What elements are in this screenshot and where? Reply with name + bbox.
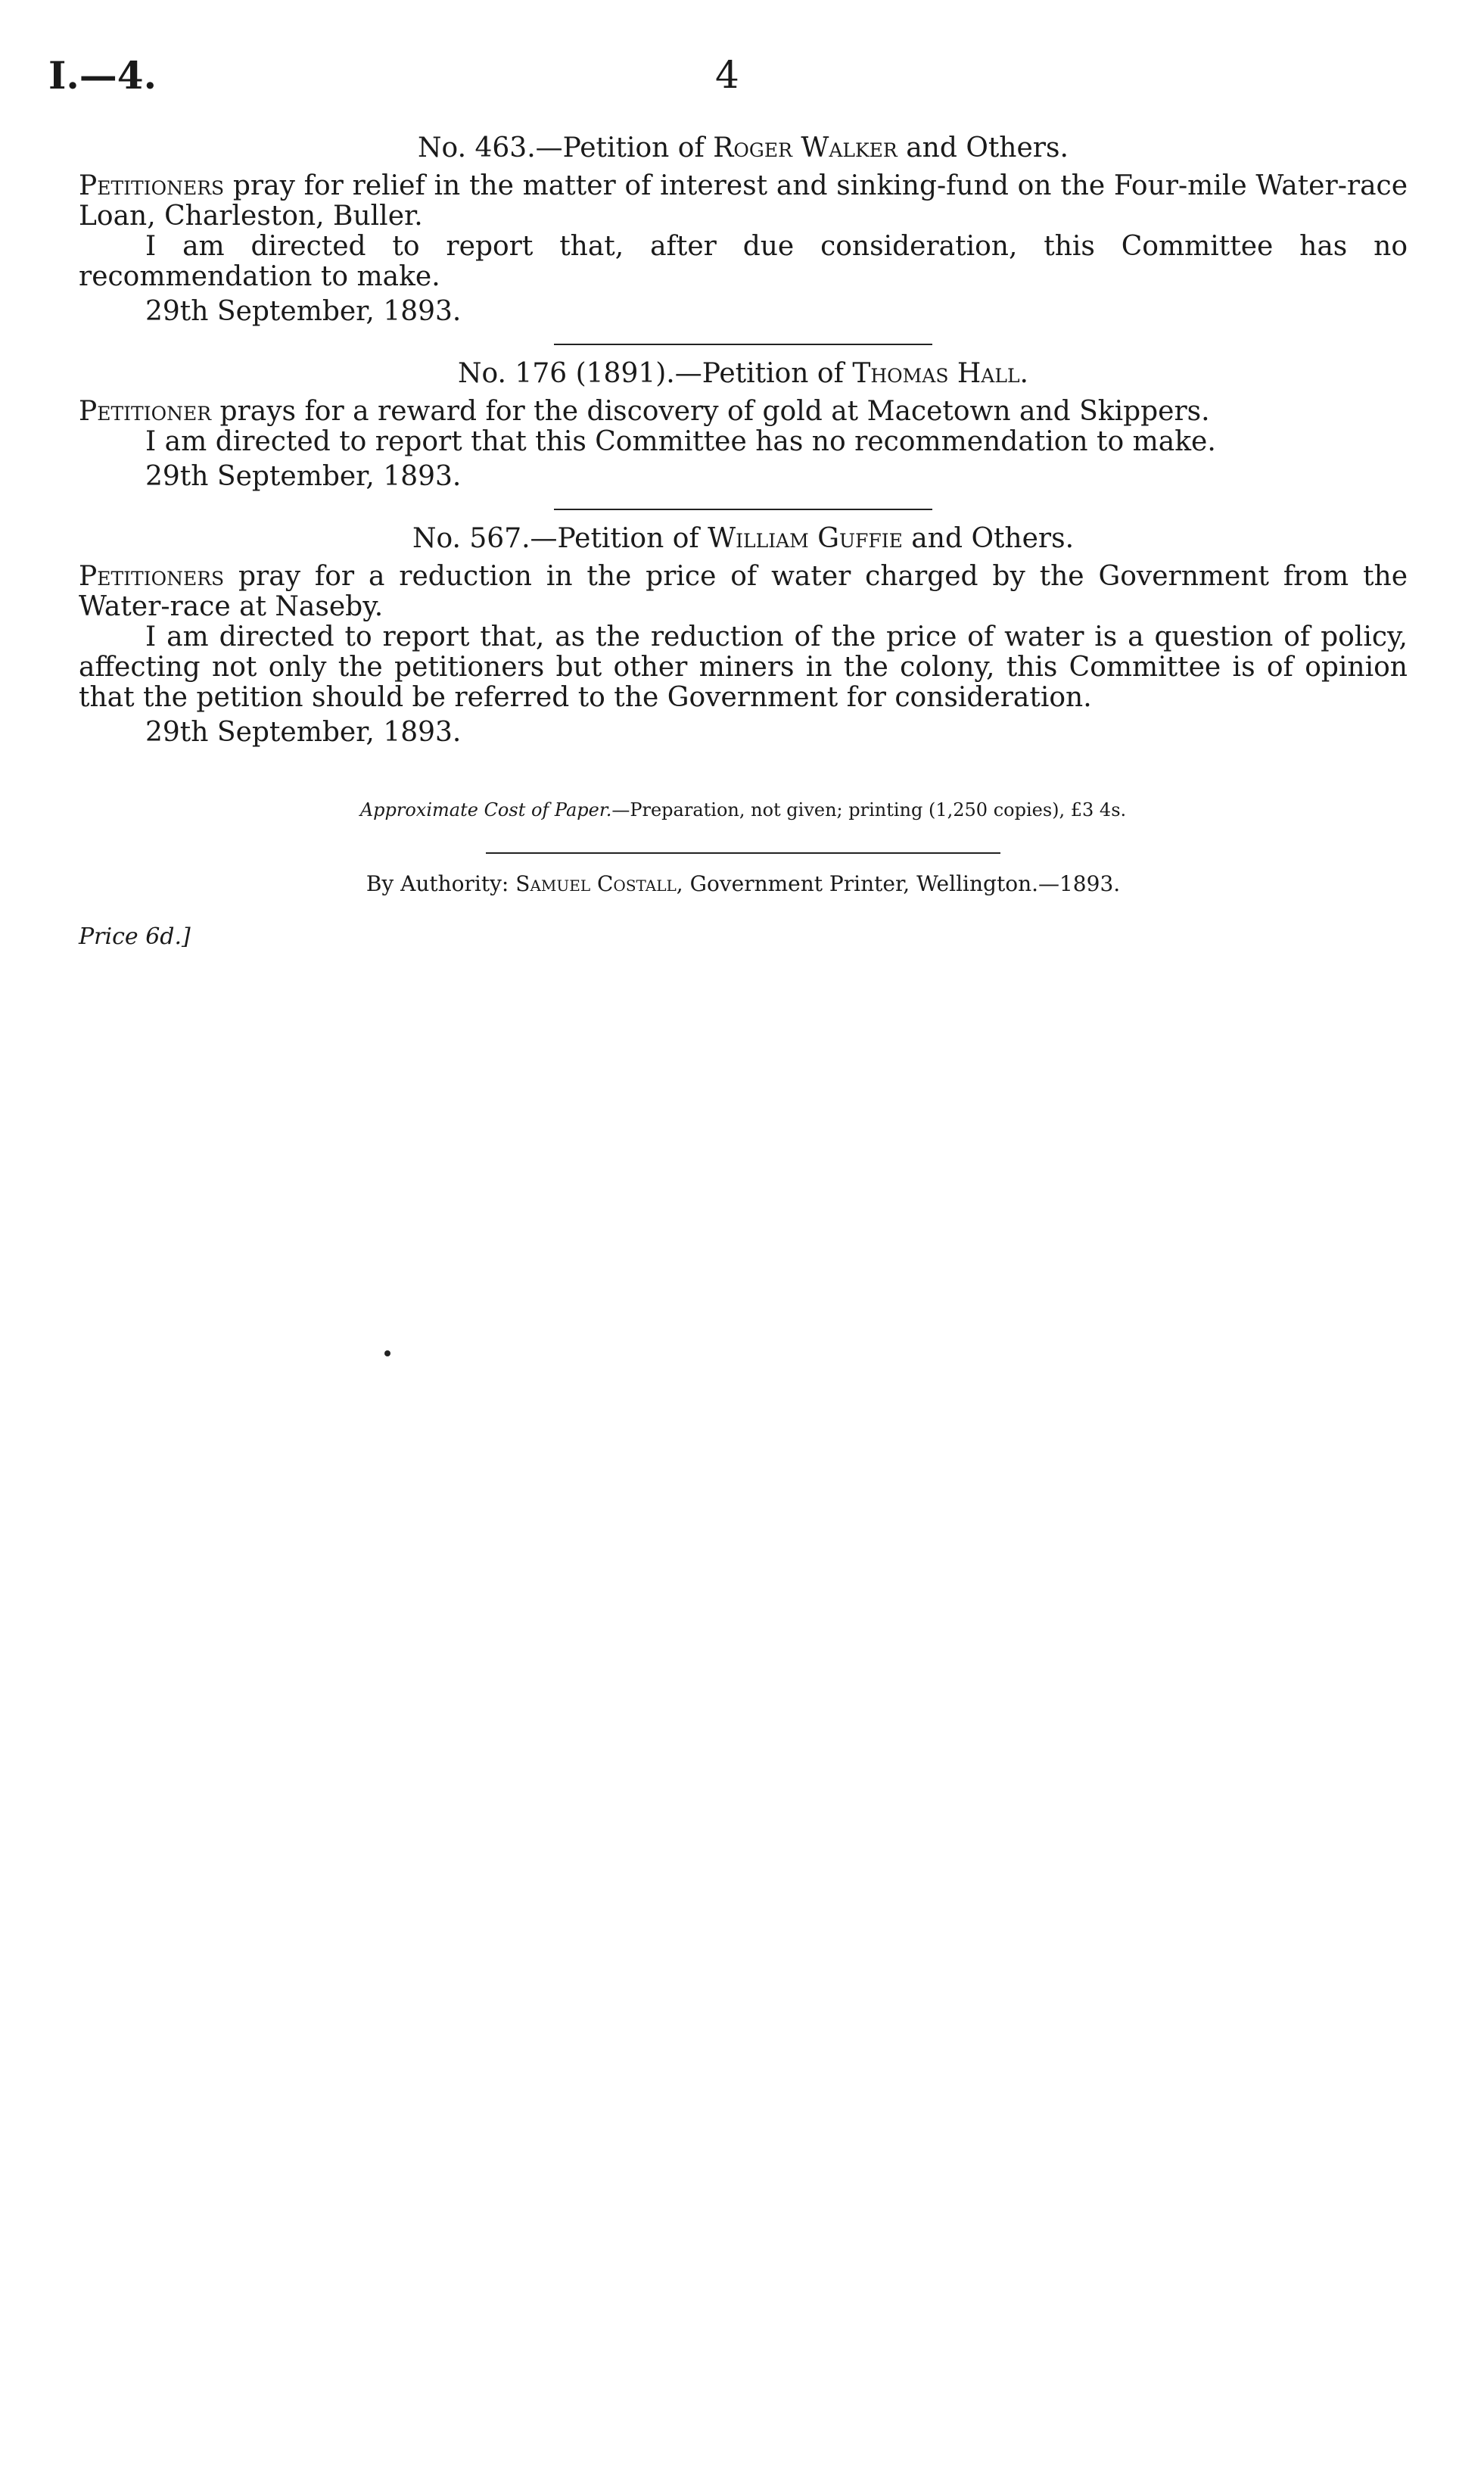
page-content — [79, 129, 1408, 952]
petition-title: No. 463.—Petition of Roger Walker and Others. — [418, 132, 1069, 163]
petitioner-name: Roger Walker — [713, 132, 898, 163]
page-header — [0, 53, 1484, 114]
petition-title: No. 567.—Petition of William Guffie and Others. — [412, 523, 1075, 554]
footer-divider — [486, 852, 1000, 854]
committee-report: I am directed to report that this Committee has no recommendation to make. — [145, 426, 1216, 457]
section-divider — [554, 344, 932, 345]
petitioner-name: William Guffie — [708, 523, 903, 554]
petition-entry — [79, 524, 1408, 748]
cost-label: Approximate Cost of Paper. — [359, 799, 612, 821]
printer-name: Samuel Costall — [515, 871, 677, 896]
petition-entry — [79, 359, 1408, 492]
committee-report: I am directed to report that, as the reduction of the price of water is a question of policy, affecting not only the petitioners but other miners in the colony, this Committee is of opinion that the petition should be referred to the Government for consideration. — [79, 621, 1408, 713]
report-date: 29th September, 1893. — [145, 296, 462, 327]
petition-lead-word: Petitioner — [79, 396, 212, 427]
petition-title: No. 176 (1891).—Petition of Thomas Hall. — [458, 358, 1028, 389]
ink-speck — [384, 1350, 390, 1356]
price-note: Price 6d.] — [79, 923, 191, 950]
petition-prayer: Petitioner prays for a reward for the discovery of gold at Macetown and Skippers. — [79, 396, 1210, 427]
section-divider — [554, 509, 932, 510]
petition-entry — [79, 133, 1408, 327]
committee-report: I am directed to report that, after due consideration, this Committee has no recommendation to make. — [79, 231, 1408, 292]
petitioner-name: Thomas Hall — [852, 358, 1020, 389]
cost-of-paper-note — [79, 795, 1408, 825]
printer-authority: By Authority: Samuel Costall, Government Printer, Wellington.—1893. — [366, 871, 1121, 896]
petition-prayer: Petitioners pray for a reduction in the price of water charged by the Government from the Water-race at Naseby. — [79, 561, 1408, 622]
report-date: 29th September, 1893. — [145, 717, 462, 748]
report-date: 29th September, 1893. — [145, 461, 462, 492]
document-reference: I.—4. — [48, 53, 157, 98]
petition-lead-word: Petitioners — [79, 561, 225, 592]
petition-prayer: Petitioners pray for relief in the matter of interest and sinking-fund on the Four-mile Water-race Loan, Charleston, Buller. — [79, 170, 1408, 232]
cost-text: —Preparation, not given; printing (1,250 copies), £3 4s. — [611, 799, 1127, 821]
page-number: 4 — [715, 53, 739, 97]
petition-lead-word: Petitioners — [79, 170, 225, 201]
